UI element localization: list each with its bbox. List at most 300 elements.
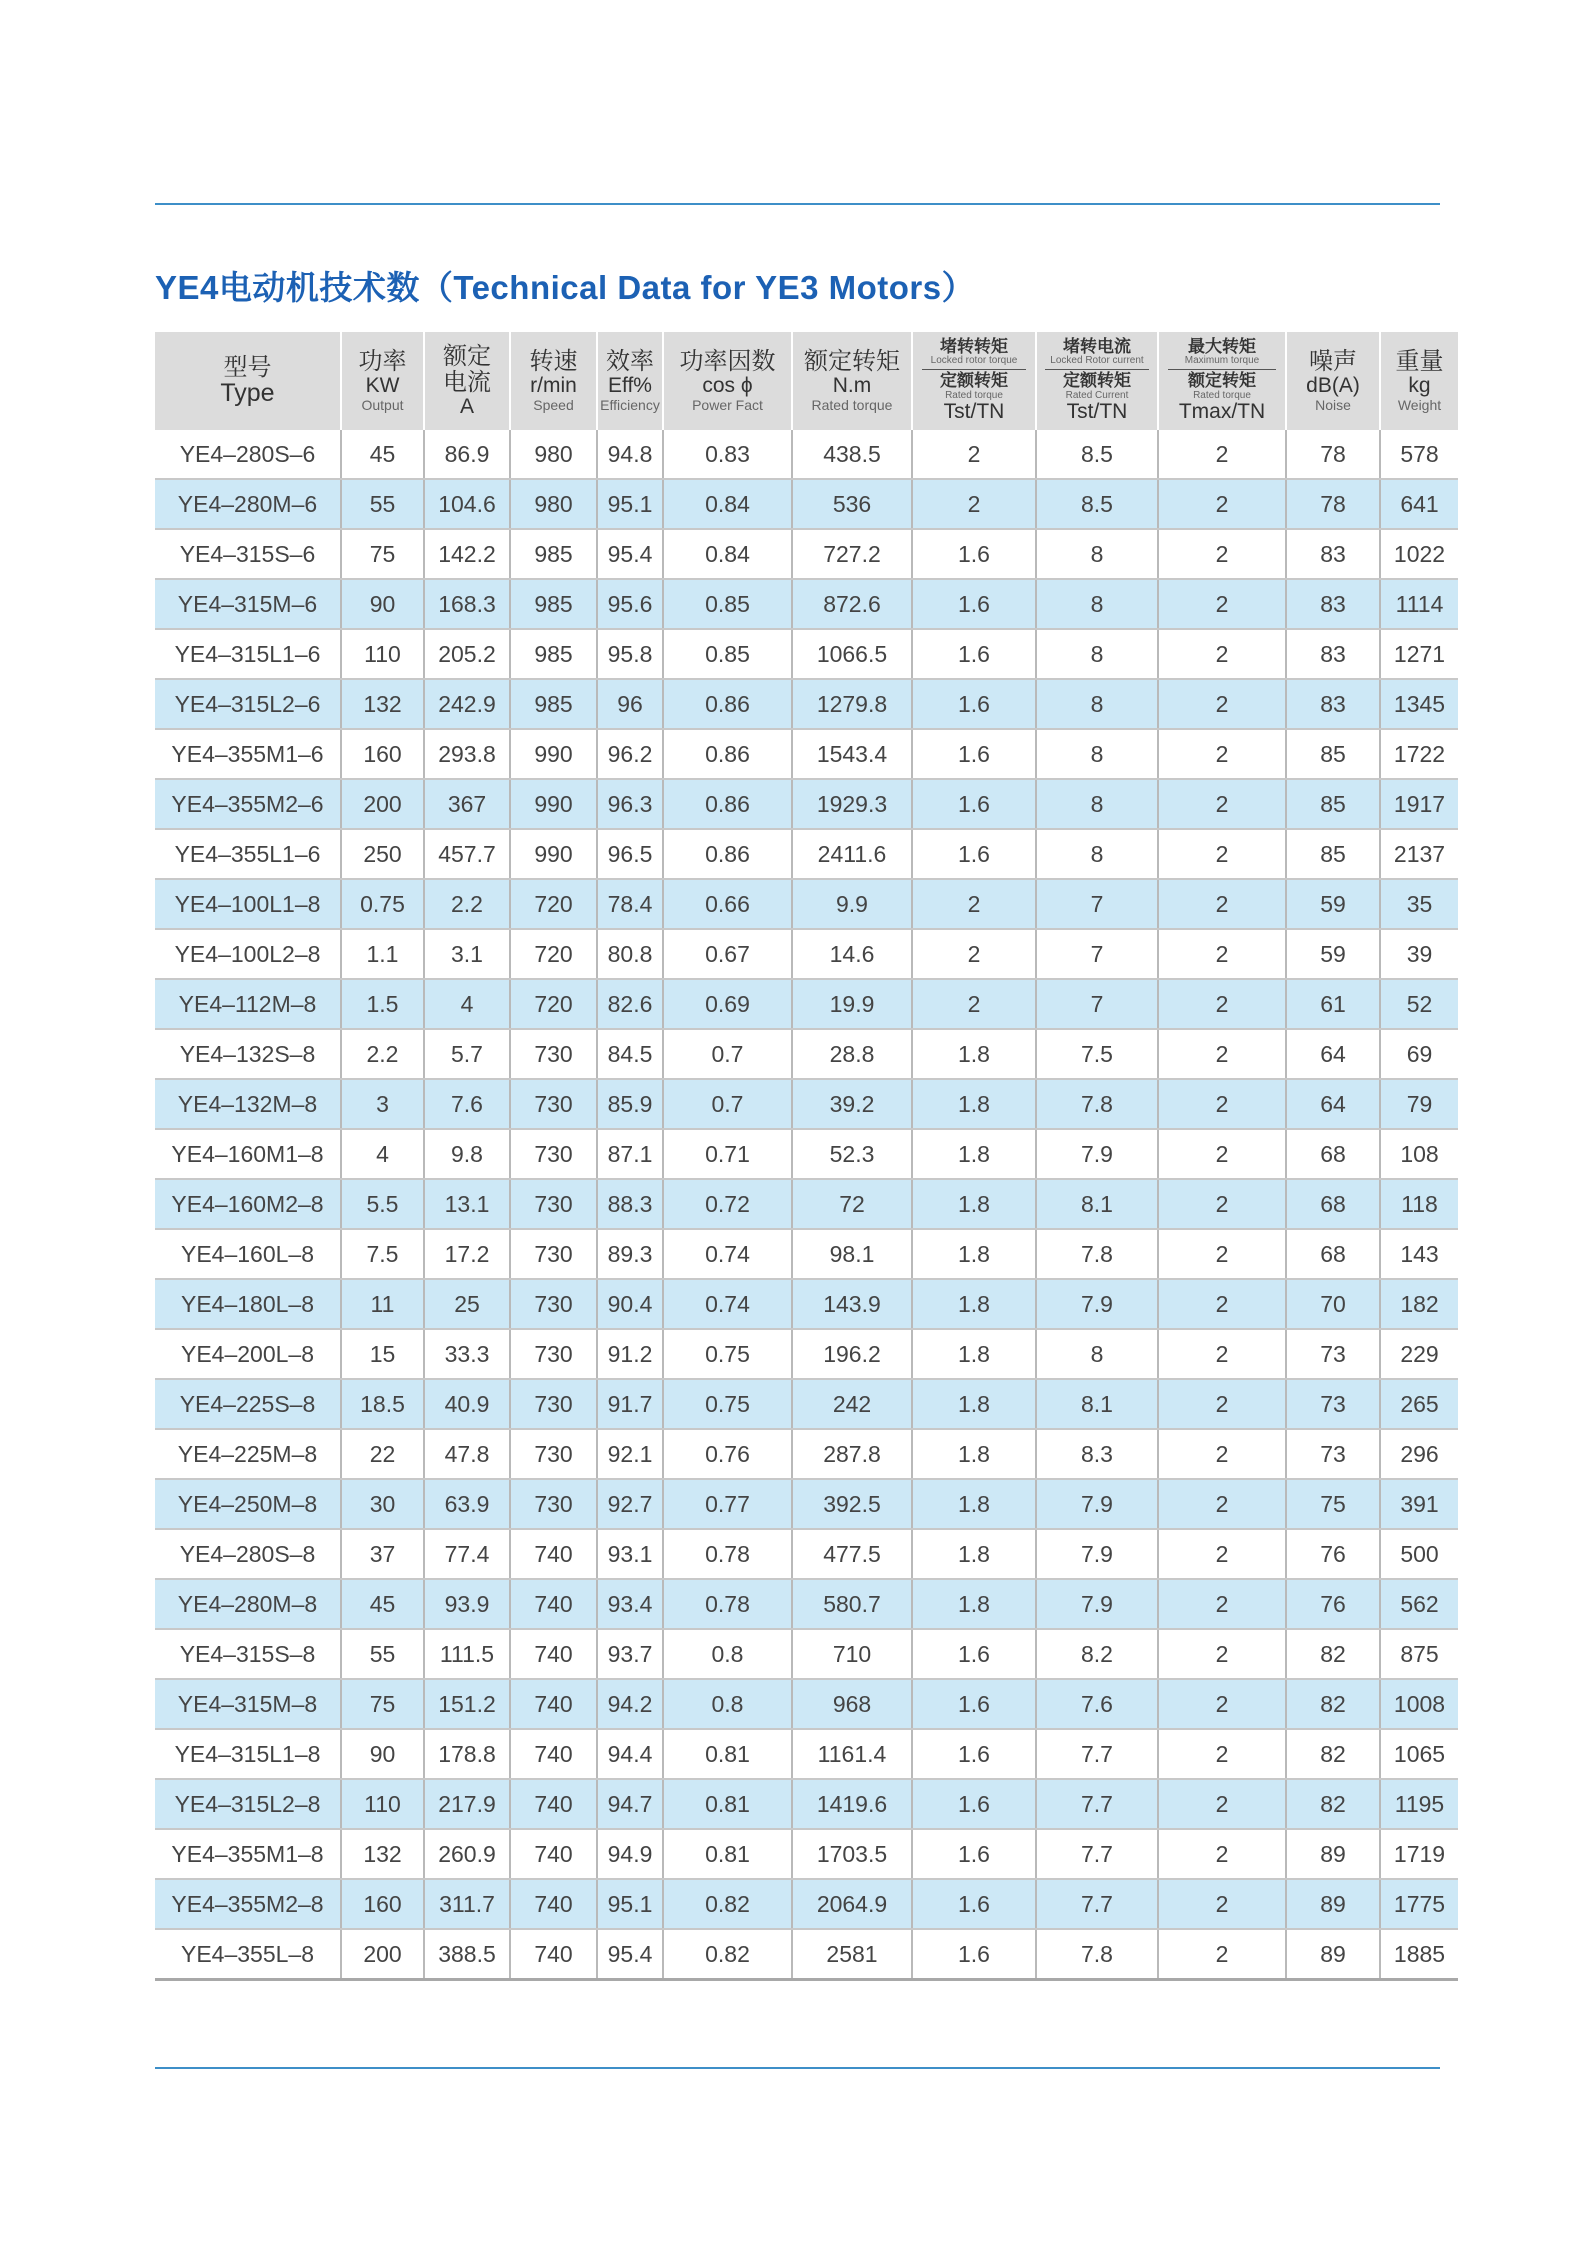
cell-max-torque-ratio: 2 <box>1158 1929 1286 1980</box>
cell-weight: 182 <box>1380 1279 1458 1329</box>
cell-current: 5.7 <box>424 1029 510 1079</box>
cell-speed: 740 <box>510 1929 597 1980</box>
cell-weight: 1345 <box>1380 679 1458 729</box>
cell-output: 2.2 <box>341 1029 424 1079</box>
cell-weight: 1008 <box>1380 1679 1458 1729</box>
cell-noise: 73 <box>1286 1429 1380 1479</box>
cell-locked-current-ratio: 7.8 <box>1036 1079 1158 1129</box>
cell-output: 160 <box>341 1879 424 1929</box>
header-weight-unit: kg <box>1408 374 1431 398</box>
header-locked-current-en-bottom: Rated Current <box>1065 389 1129 401</box>
cell-weight: 118 <box>1380 1179 1458 1229</box>
cell-locked-current-ratio: 7.8 <box>1036 1929 1158 1980</box>
cell-noise: 76 <box>1286 1529 1380 1579</box>
fraction-line <box>1045 369 1148 370</box>
top-rule <box>155 203 1440 205</box>
cell-speed: 980 <box>510 430 597 479</box>
cell-power-factor: 0.75 <box>663 1379 792 1429</box>
table-row <box>155 529 1458 579</box>
cell-output: 200 <box>341 779 424 829</box>
cell-noise: 83 <box>1286 679 1380 729</box>
cell-speed: 990 <box>510 779 597 829</box>
cell-max-torque-ratio: 2 <box>1158 1779 1286 1829</box>
header-locked-torque-en-bottom: Rated torque <box>945 389 1003 401</box>
cell-current: 367 <box>424 779 510 829</box>
cell-max-torque-ratio: 2 <box>1158 1179 1286 1229</box>
cell-current: 151.2 <box>424 1679 510 1729</box>
cell-current: 25 <box>424 1279 510 1329</box>
cell-locked-current-ratio: 7.9 <box>1036 1129 1158 1179</box>
cell-torque: 968 <box>792 1679 912 1729</box>
cell-noise: 73 <box>1286 1379 1380 1429</box>
cell-efficiency: 96.2 <box>597 729 663 779</box>
cell-output: 3 <box>341 1079 424 1129</box>
cell-speed: 730 <box>510 1179 597 1229</box>
cell-speed: 740 <box>510 1829 597 1879</box>
cell-power-factor: 0.86 <box>663 779 792 829</box>
cell-output: 22 <box>341 1429 424 1479</box>
header-efficiency-zh: 效率 <box>606 348 654 376</box>
cell-efficiency: 89.3 <box>597 1229 663 1279</box>
cell-current: 311.7 <box>424 1879 510 1929</box>
cell-noise: 89 <box>1286 1829 1380 1879</box>
table-row <box>155 629 1458 679</box>
cell-weight: 296 <box>1380 1429 1458 1479</box>
cell-locked-torque-ratio: 1.6 <box>912 829 1036 879</box>
header-efficiency-sub: Efficiency <box>600 396 660 413</box>
cell-weight: 562 <box>1380 1579 1458 1629</box>
cell-torque: 1279.8 <box>792 679 912 729</box>
cell-noise: 59 <box>1286 929 1380 979</box>
cell-type: YE4–315L1–6 <box>155 629 341 679</box>
cell-torque: 1419.6 <box>792 1779 912 1829</box>
cell-weight: 35 <box>1380 879 1458 929</box>
cell-noise: 68 <box>1286 1179 1380 1229</box>
cell-locked-torque-ratio: 1.6 <box>912 729 1036 779</box>
header-efficiency-unit: Eff% <box>608 374 652 398</box>
cell-type: YE4–315M–6 <box>155 579 341 629</box>
cell-locked-current-ratio: 7 <box>1036 979 1158 1029</box>
cell-locked-torque-ratio: 1.6 <box>912 1779 1036 1829</box>
cell-type: YE4–225M–8 <box>155 1429 341 1479</box>
table-row <box>155 1679 1458 1729</box>
cell-current: 33.3 <box>424 1329 510 1379</box>
table-row <box>155 829 1458 879</box>
cell-current: 142.2 <box>424 529 510 579</box>
cell-speed: 730 <box>510 1279 597 1329</box>
header-output-sub: Output <box>361 396 404 413</box>
table-row <box>155 1179 1458 1229</box>
table-body <box>155 430 1458 1980</box>
header-locked-current-zh-bottom: 定额转矩 <box>1063 371 1131 391</box>
cell-type: YE4–315S–8 <box>155 1629 341 1679</box>
header-max-torque-en-bottom: Rated torque <box>1193 389 1251 401</box>
cell-power-factor: 0.8 <box>663 1629 792 1679</box>
cell-noise: 85 <box>1286 829 1380 879</box>
cell-locked-torque-ratio: 1.8 <box>912 1229 1036 1279</box>
cell-locked-current-ratio: 7.6 <box>1036 1679 1158 1729</box>
table-row <box>155 979 1458 1029</box>
cell-max-torque-ratio: 2 <box>1158 579 1286 629</box>
cell-weight: 1917 <box>1380 779 1458 829</box>
cell-noise: 73 <box>1286 1329 1380 1379</box>
cell-noise: 64 <box>1286 1079 1380 1129</box>
table-row <box>155 1229 1458 1279</box>
cell-current: 7.6 <box>424 1079 510 1129</box>
cell-speed: 730 <box>510 1079 597 1129</box>
cell-max-torque-ratio: 2 <box>1158 1479 1286 1529</box>
cell-torque: 2581 <box>792 1929 912 1980</box>
cell-output: 55 <box>341 479 424 529</box>
bottom-rule <box>155 2067 1440 2069</box>
cell-locked-current-ratio: 8 <box>1036 679 1158 729</box>
cell-torque: 2064.9 <box>792 1879 912 1929</box>
header-max-torque <box>1158 332 1286 430</box>
cell-weight: 229 <box>1380 1329 1458 1379</box>
cell-type: YE4–355M2–8 <box>155 1879 341 1929</box>
page-title: YE4电动机技术数（Technical Data for YE3 Motors） <box>155 269 976 306</box>
header-type-en: Type <box>220 379 275 408</box>
cell-weight: 1775 <box>1380 1879 1458 1929</box>
header-locked-current-unit: Tst/TN <box>1066 400 1128 424</box>
cell-locked-torque-ratio: 2 <box>912 979 1036 1029</box>
cell-type: YE4–180L–8 <box>155 1279 341 1329</box>
cell-torque: 1543.4 <box>792 729 912 779</box>
cell-type: YE4–315M–8 <box>155 1679 341 1729</box>
header-current-zh1: 额定 <box>443 342 491 370</box>
cell-output: 11 <box>341 1279 424 1329</box>
cell-efficiency: 87.1 <box>597 1129 663 1179</box>
cell-speed: 730 <box>510 1329 597 1379</box>
cell-weight: 1719 <box>1380 1829 1458 1879</box>
cell-type: YE4–112M–8 <box>155 979 341 1029</box>
cell-max-torque-ratio: 2 <box>1158 1279 1286 1329</box>
cell-noise: 89 <box>1286 1929 1380 1980</box>
cell-type: YE4–355M1–8 <box>155 1829 341 1879</box>
technical-data-table <box>155 332 1458 1981</box>
cell-power-factor: 0.69 <box>663 979 792 1029</box>
cell-type: YE4–132M–8 <box>155 1079 341 1129</box>
cell-power-factor: 0.67 <box>663 929 792 979</box>
cell-speed: 990 <box>510 729 597 779</box>
cell-efficiency: 95.4 <box>597 1929 663 1980</box>
cell-locked-torque-ratio: 1.8 <box>912 1029 1036 1079</box>
cell-efficiency: 91.2 <box>597 1329 663 1379</box>
cell-locked-torque-ratio: 1.6 <box>912 1679 1036 1729</box>
cell-power-factor: 0.81 <box>663 1779 792 1829</box>
table-row <box>155 1429 1458 1479</box>
cell-locked-current-ratio: 8.1 <box>1036 1179 1158 1229</box>
header-torque-sub: Rated torque <box>811 396 893 413</box>
header-noise <box>1286 332 1380 430</box>
cell-noise: 75 <box>1286 1479 1380 1529</box>
cell-weight: 2137 <box>1380 829 1458 879</box>
cell-output: 110 <box>341 1779 424 1829</box>
cell-noise: 82 <box>1286 1729 1380 1779</box>
cell-max-torque-ratio: 2 <box>1158 1079 1286 1129</box>
cell-speed: 730 <box>510 1479 597 1529</box>
cell-max-torque-ratio: 2 <box>1158 729 1286 779</box>
cell-speed: 740 <box>510 1579 597 1629</box>
cell-efficiency: 95.8 <box>597 629 663 679</box>
cell-current: 93.9 <box>424 1579 510 1629</box>
cell-speed: 720 <box>510 929 597 979</box>
cell-efficiency: 93.4 <box>597 1579 663 1629</box>
cell-locked-torque-ratio: 1.8 <box>912 1379 1036 1429</box>
cell-noise: 61 <box>1286 979 1380 1029</box>
header-torque <box>792 332 912 430</box>
cell-locked-current-ratio: 8.1 <box>1036 1379 1158 1429</box>
cell-torque: 242 <box>792 1379 912 1429</box>
cell-current: 77.4 <box>424 1529 510 1579</box>
header-speed-unit: r/min <box>530 374 577 398</box>
cell-locked-torque-ratio: 1.6 <box>912 1929 1036 1980</box>
cell-torque: 287.8 <box>792 1429 912 1479</box>
cell-locked-torque-ratio: 1.6 <box>912 579 1036 629</box>
cell-power-factor: 0.84 <box>663 479 792 529</box>
cell-type: YE4–280M–6 <box>155 479 341 529</box>
cell-torque: 1929.3 <box>792 779 912 829</box>
cell-locked-current-ratio: 7.7 <box>1036 1729 1158 1779</box>
cell-weight: 1722 <box>1380 729 1458 779</box>
cell-locked-current-ratio: 8 <box>1036 779 1158 829</box>
cell-type: YE4–100L2–8 <box>155 929 341 979</box>
cell-torque: 872.6 <box>792 579 912 629</box>
cell-torque: 580.7 <box>792 1579 912 1629</box>
header-locked-torque <box>912 332 1036 430</box>
cell-type: YE4–315S–6 <box>155 529 341 579</box>
cell-noise: 83 <box>1286 579 1380 629</box>
cell-speed: 740 <box>510 1729 597 1779</box>
header-power-factor-sub: Power Fact <box>692 396 763 413</box>
cell-weight: 1022 <box>1380 529 1458 579</box>
cell-power-factor: 0.74 <box>663 1279 792 1329</box>
table-row <box>155 1079 1458 1129</box>
header-type <box>155 332 341 430</box>
cell-output: 75 <box>341 529 424 579</box>
cell-current: 260.9 <box>424 1829 510 1879</box>
cell-locked-torque-ratio: 1.8 <box>912 1579 1036 1629</box>
cell-speed: 730 <box>510 1129 597 1179</box>
cell-torque: 52.3 <box>792 1129 912 1179</box>
cell-locked-current-ratio: 8 <box>1036 529 1158 579</box>
cell-max-torque-ratio: 2 <box>1158 1029 1286 1079</box>
cell-power-factor: 0.78 <box>663 1529 792 1579</box>
cell-locked-current-ratio: 8 <box>1036 829 1158 879</box>
cell-noise: 82 <box>1286 1679 1380 1729</box>
table-row <box>155 430 1458 479</box>
table-row <box>155 479 1458 529</box>
cell-output: 18.5 <box>341 1379 424 1429</box>
cell-efficiency: 90.4 <box>597 1279 663 1329</box>
cell-current: 168.3 <box>424 579 510 629</box>
cell-efficiency: 78.4 <box>597 879 663 929</box>
cell-torque: 536 <box>792 479 912 529</box>
cell-type: YE4–280S–6 <box>155 430 341 479</box>
cell-noise: 83 <box>1286 529 1380 579</box>
cell-torque: 438.5 <box>792 430 912 479</box>
cell-max-torque-ratio: 2 <box>1158 1679 1286 1729</box>
cell-power-factor: 0.86 <box>663 829 792 879</box>
table-row <box>155 1529 1458 1579</box>
header-output-zh: 功率 <box>358 348 407 376</box>
cell-locked-torque-ratio: 2 <box>912 879 1036 929</box>
cell-current: 178.8 <box>424 1729 510 1779</box>
header-max-torque-zh-bottom: 额定转矩 <box>1188 371 1256 391</box>
cell-speed: 740 <box>510 1629 597 1679</box>
cell-locked-current-ratio: 7.9 <box>1036 1579 1158 1629</box>
header-power-factor-zh: 功率因数 <box>679 348 776 376</box>
cell-noise: 82 <box>1286 1629 1380 1679</box>
table-row <box>155 1579 1458 1629</box>
table-row <box>155 729 1458 779</box>
header-speed-sub: Speed <box>533 396 574 413</box>
table-row <box>155 579 1458 629</box>
cell-locked-current-ratio: 7.9 <box>1036 1529 1158 1579</box>
cell-locked-torque-ratio: 1.6 <box>912 1629 1036 1679</box>
cell-speed: 985 <box>510 629 597 679</box>
header-type-zh: 型号 <box>223 353 272 381</box>
cell-speed: 740 <box>510 1679 597 1729</box>
table-row <box>155 779 1458 829</box>
cell-efficiency: 94.7 <box>597 1779 663 1829</box>
table-row <box>155 929 1458 979</box>
cell-current: 40.9 <box>424 1379 510 1429</box>
cell-max-torque-ratio: 2 <box>1158 1529 1286 1579</box>
cell-output: 1.1 <box>341 929 424 979</box>
cell-power-factor: 0.66 <box>663 879 792 929</box>
cell-power-factor: 0.77 <box>663 1479 792 1529</box>
header-current-unit: A <box>459 394 474 418</box>
header-max-torque-zh-top: 最大转矩 <box>1188 337 1256 356</box>
cell-output: 4 <box>341 1129 424 1179</box>
cell-type: YE4–250M–8 <box>155 1479 341 1529</box>
cell-max-torque-ratio: 2 <box>1158 1629 1286 1679</box>
cell-power-factor: 0.83 <box>663 430 792 479</box>
cell-max-torque-ratio: 2 <box>1158 1829 1286 1879</box>
cell-locked-current-ratio: 8.5 <box>1036 479 1158 529</box>
cell-type: YE4–355L1–6 <box>155 829 341 879</box>
cell-torque: 477.5 <box>792 1529 912 1579</box>
cell-power-factor: 0.78 <box>663 1579 792 1629</box>
cell-noise: 78 <box>1286 479 1380 529</box>
cell-max-torque-ratio: 2 <box>1158 1579 1286 1629</box>
cell-locked-current-ratio: 8 <box>1036 729 1158 779</box>
cell-torque: 1703.5 <box>792 1829 912 1879</box>
table-row <box>155 1929 1458 1980</box>
cell-locked-torque-ratio: 1.8 <box>912 1129 1036 1179</box>
header-locked-torque-unit: Tst/TN <box>943 400 1005 424</box>
cell-power-factor: 0.8 <box>663 1679 792 1729</box>
cell-power-factor: 0.82 <box>663 1929 792 1980</box>
cell-output: 132 <box>341 1829 424 1879</box>
cell-current: 2.2 <box>424 879 510 929</box>
cell-torque: 196.2 <box>792 1329 912 1379</box>
table-row <box>155 1379 1458 1429</box>
cell-type: YE4–280M–8 <box>155 1579 341 1629</box>
cell-efficiency: 95.1 <box>597 1879 663 1929</box>
fraction-line <box>922 369 1027 370</box>
cell-locked-torque-ratio: 1.6 <box>912 679 1036 729</box>
cell-efficiency: 95.1 <box>597 479 663 529</box>
cell-max-torque-ratio: 2 <box>1158 879 1286 929</box>
cell-torque: 72 <box>792 1179 912 1229</box>
cell-efficiency: 94.8 <box>597 430 663 479</box>
cell-type: YE4–200L–8 <box>155 1329 341 1379</box>
cell-max-torque-ratio: 2 <box>1158 1129 1286 1179</box>
cell-noise: 85 <box>1286 779 1380 829</box>
cell-output: 15 <box>341 1329 424 1379</box>
cell-efficiency: 93.1 <box>597 1529 663 1579</box>
cell-efficiency: 95.6 <box>597 579 663 629</box>
cell-current: 17.2 <box>424 1229 510 1279</box>
cell-noise: 64 <box>1286 1029 1380 1079</box>
header-max-torque-en-top: Maximum torque <box>1184 355 1260 367</box>
header-weight <box>1380 332 1458 430</box>
cell-max-torque-ratio: 2 <box>1158 1229 1286 1279</box>
table-row <box>155 1729 1458 1779</box>
cell-weight: 1271 <box>1380 629 1458 679</box>
cell-speed: 740 <box>510 1529 597 1579</box>
cell-type: YE4–315L2–8 <box>155 1779 341 1829</box>
cell-power-factor: 0.86 <box>663 729 792 779</box>
cell-torque: 28.8 <box>792 1029 912 1079</box>
header-power-factor-unit: cos ϕ <box>702 374 753 398</box>
cell-max-torque-ratio: 2 <box>1158 679 1286 729</box>
header-locked-current-zh-top: 堵转电流 <box>1063 337 1131 356</box>
cell-weight: 641 <box>1380 479 1458 529</box>
cell-weight: 69 <box>1380 1029 1458 1079</box>
cell-output: 1.5 <box>341 979 424 1029</box>
cell-power-factor: 0.85 <box>663 579 792 629</box>
cell-efficiency: 96.3 <box>597 779 663 829</box>
cell-noise: 83 <box>1286 629 1380 679</box>
cell-current: 111.5 <box>424 1629 510 1679</box>
cell-output: 45 <box>341 1579 424 1629</box>
header-locked-torque-zh-bottom: 定额转矩 <box>940 371 1008 391</box>
cell-noise: 68 <box>1286 1229 1380 1279</box>
cell-locked-current-ratio: 8.2 <box>1036 1629 1158 1679</box>
header-output-unit: KW <box>365 374 400 398</box>
cell-type: YE4–160M2–8 <box>155 1179 341 1229</box>
cell-current: 47.8 <box>424 1429 510 1479</box>
cell-weight: 875 <box>1380 1629 1458 1679</box>
cell-noise: 59 <box>1286 879 1380 929</box>
header-speed <box>510 332 597 430</box>
cell-power-factor: 0.71 <box>663 1129 792 1179</box>
cell-torque: 710 <box>792 1629 912 1679</box>
cell-output: 90 <box>341 579 424 629</box>
table-row <box>155 1829 1458 1879</box>
header-speed-zh: 转速 <box>529 348 578 376</box>
cell-type: YE4–355L–8 <box>155 1929 341 1980</box>
cell-weight: 143 <box>1380 1229 1458 1279</box>
cell-type: YE4–355M2–6 <box>155 779 341 829</box>
header-noise-sub: Noise <box>1315 396 1351 413</box>
cell-current: 388.5 <box>424 1929 510 1980</box>
cell-torque: 1066.5 <box>792 629 912 679</box>
cell-current: 86.9 <box>424 430 510 479</box>
cell-locked-current-ratio: 7.7 <box>1036 1779 1158 1829</box>
header-locked-current-en-top: Locked Rotor current <box>1050 355 1144 367</box>
cell-power-factor: 0.76 <box>663 1429 792 1479</box>
table-row <box>155 1029 1458 1079</box>
cell-locked-torque-ratio: 1.8 <box>912 1329 1036 1379</box>
cell-type: YE4–280S–8 <box>155 1529 341 1579</box>
cell-output: 75 <box>341 1679 424 1729</box>
cell-noise: 85 <box>1286 729 1380 779</box>
cell-efficiency: 82.6 <box>597 979 663 1029</box>
